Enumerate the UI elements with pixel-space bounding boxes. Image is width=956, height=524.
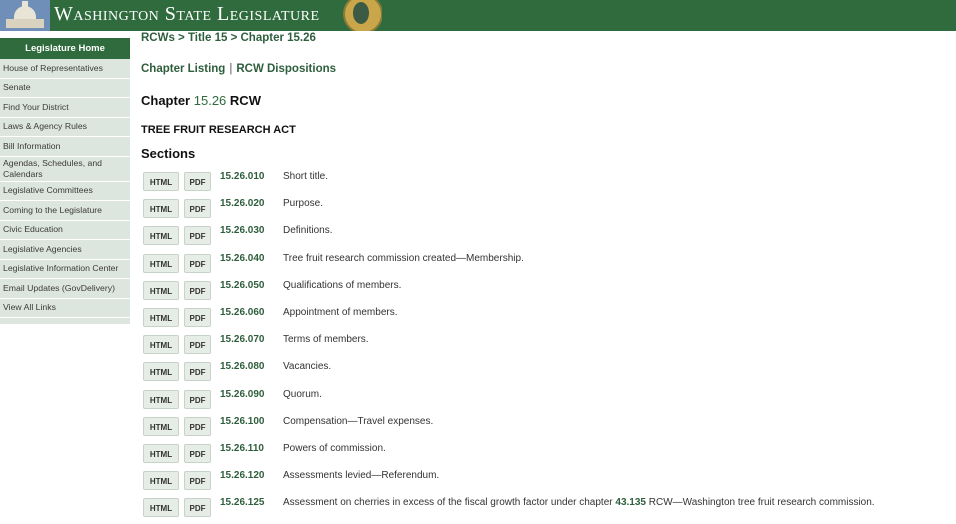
section-row xyxy=(143,470,943,490)
sidebar-item-agencies[interactable]: Legislative Agencies xyxy=(0,240,130,260)
html-button[interactable]: HTML xyxy=(143,172,179,191)
html-button[interactable]: HTML xyxy=(143,226,179,245)
section-row xyxy=(143,443,943,463)
html-button[interactable]: HTML xyxy=(143,444,179,463)
sidebar-nav xyxy=(0,38,130,324)
sidebar-item-view-all[interactable]: View All Links xyxy=(0,299,130,319)
section-caption xyxy=(283,497,875,508)
section-number-link[interactable]: 15.26.090 xyxy=(220,388,265,400)
site-title[interactable]: Washington State Legislature xyxy=(54,3,320,25)
pdf-button[interactable]: PDF xyxy=(184,471,211,490)
section-caption: Compensation—Travel expenses. xyxy=(283,415,434,427)
section-number-link[interactable]: 15.26.070 xyxy=(220,334,265,346)
section-row xyxy=(143,307,943,327)
section-caption: Quorum. xyxy=(283,388,322,400)
rcw-dispositions-link[interactable]: RCW Dispositions xyxy=(236,63,337,75)
section-caption: Powers of commission. xyxy=(283,443,386,454)
sidebar-item-coming[interactable]: Coming to the Legislature xyxy=(0,201,130,221)
section-row xyxy=(143,198,943,218)
sidebar-item-committees[interactable]: Legislative Committees xyxy=(0,182,130,202)
section-row xyxy=(143,361,943,381)
sidebar-item-legislature-home[interactable]: Legislature Home xyxy=(0,38,130,59)
sidebar-item-find-district[interactable]: Find Your District xyxy=(0,98,130,118)
html-button[interactable]: HTML xyxy=(143,335,179,354)
section-caption: Qualifications of members. xyxy=(283,279,402,291)
html-button[interactable]: HTML xyxy=(143,281,179,300)
html-button[interactable]: HTML xyxy=(143,254,179,273)
pdf-button[interactable]: PDF xyxy=(184,417,211,436)
sidebar-item-senate[interactable]: Senate xyxy=(0,79,130,99)
link-separator: | xyxy=(229,63,233,75)
section-row xyxy=(143,389,943,409)
pdf-button[interactable]: PDF xyxy=(184,390,211,409)
sections-heading: Sections xyxy=(141,146,196,161)
section-number-link[interactable]: 15.26.040 xyxy=(220,252,265,264)
section-caption: Assessments levied—Referendum. xyxy=(283,470,440,482)
pdf-button[interactable]: PDF xyxy=(184,254,211,273)
section-number-link[interactable]: 15.26.020 xyxy=(220,198,265,210)
state-seal-icon xyxy=(340,0,382,31)
section-row xyxy=(143,280,943,300)
section-caption: Terms of members. xyxy=(283,334,369,346)
site-banner xyxy=(0,0,956,31)
section-number-link[interactable]: 15.26.120 xyxy=(220,470,265,482)
chapter-links xyxy=(141,63,336,75)
section-number-link[interactable]: 15.26.060 xyxy=(220,307,265,318)
pdf-button[interactable]: PDF xyxy=(184,172,211,191)
pdf-button[interactable]: PDF xyxy=(184,444,211,463)
section-caption: Tree fruit research commission created—Membership. xyxy=(283,252,524,264)
section-caption: Vacancies. xyxy=(283,361,332,373)
section-row xyxy=(143,171,943,191)
html-button[interactable]: HTML xyxy=(143,417,179,436)
html-button[interactable]: HTML xyxy=(143,308,179,327)
pdf-button[interactable]: PDF xyxy=(184,308,211,327)
pdf-button[interactable]: PDF xyxy=(184,362,211,381)
pdf-button[interactable]: PDF xyxy=(184,498,211,517)
section-row xyxy=(143,253,943,273)
section-number-link[interactable]: 15.26.125 xyxy=(220,497,265,509)
html-button[interactable]: HTML xyxy=(143,498,179,517)
sidebar-item-house[interactable]: House of Representatives xyxy=(0,59,130,79)
sidebar-item-info-center[interactable]: Legislative Information Center xyxy=(0,260,130,280)
sidebar-item-civic-ed[interactable]: Civic Education xyxy=(0,221,130,241)
breadcrumb[interactable]: RCWs > Title 15 > Chapter 15.26 xyxy=(141,32,316,44)
html-button[interactable]: HTML xyxy=(143,390,179,409)
sidebar-item-bill-info[interactable]: Bill Information xyxy=(0,137,130,157)
page-title xyxy=(141,93,261,108)
caption-text: RCW—Washington tree fruit research commission. xyxy=(645,497,875,509)
section-caption: Short title. xyxy=(283,171,329,182)
pdf-button[interactable]: PDF xyxy=(184,281,211,300)
section-number-link[interactable]: 15.26.100 xyxy=(220,415,265,427)
pdf-button[interactable]: PDF xyxy=(184,199,211,218)
section-caption: Definitions. xyxy=(283,225,333,237)
pdf-button[interactable]: PDF xyxy=(184,226,211,245)
html-button[interactable]: HTML xyxy=(143,199,179,218)
chapter-listing-link[interactable]: Chapter Listing xyxy=(141,63,226,75)
section-number-link[interactable]: 15.26.050 xyxy=(220,279,265,291)
section-number-link[interactable]: 15.26.010 xyxy=(220,171,265,182)
caption-text: Assessment on cherries in excess of the fiscal growth factor under chapter xyxy=(283,497,616,509)
section-row xyxy=(143,334,943,354)
section-row xyxy=(143,497,943,517)
sidebar-item-email-updates[interactable]: Email Updates (GovDelivery) xyxy=(0,279,130,299)
section-row xyxy=(143,416,943,436)
capitol-logo-icon[interactable] xyxy=(0,0,50,31)
html-button[interactable]: HTML xyxy=(143,471,179,490)
section-caption: Purpose. xyxy=(283,198,324,210)
chapter-prefix: Chapter xyxy=(141,93,191,108)
section-row xyxy=(143,225,943,245)
act-title: TREE FRUIT RESEARCH ACT xyxy=(141,124,296,136)
pdf-button[interactable]: PDF xyxy=(184,335,211,354)
chapter-number: 15.26 xyxy=(193,93,227,108)
section-caption: Appointment of members. xyxy=(283,307,398,318)
sidebar-item-laws-rules[interactable]: Laws & Agency Rules xyxy=(0,118,130,138)
section-number-link[interactable]: 15.26.030 xyxy=(220,225,265,237)
sidebar-item-agendas[interactable]: Agendas, Schedules, and Calendars xyxy=(0,157,130,182)
chapter-43-135-link[interactable]: 43.135 xyxy=(615,497,646,509)
chapter-suffix: RCW xyxy=(229,93,261,108)
html-button[interactable]: HTML xyxy=(143,362,179,381)
section-number-link[interactable]: 15.26.080 xyxy=(220,361,265,373)
section-number-link[interactable]: 15.26.110 xyxy=(220,443,264,454)
